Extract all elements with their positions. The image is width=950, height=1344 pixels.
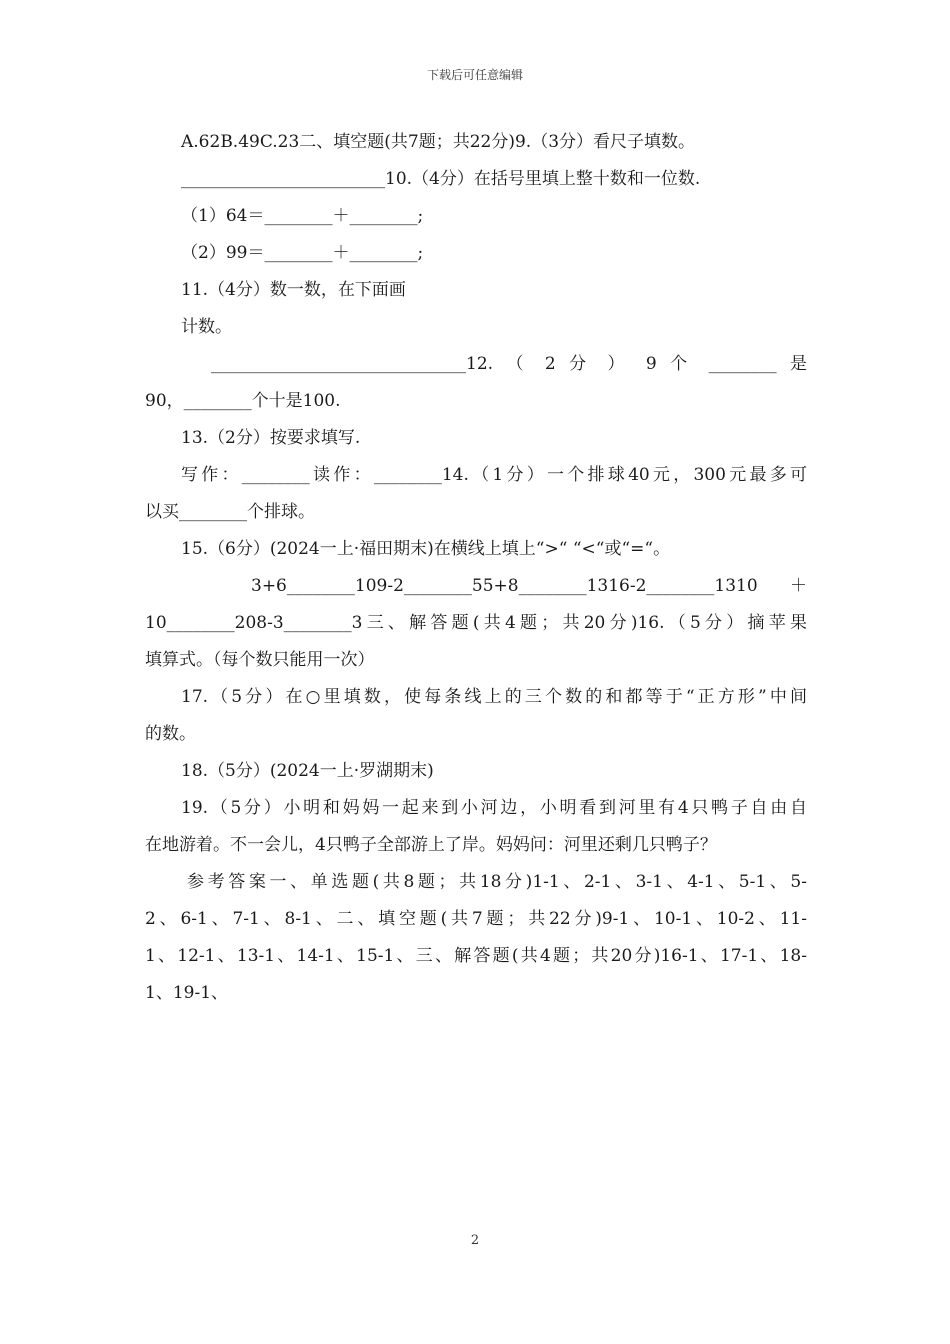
text-line: 10________208-3________3三、解答题(共4题；共20分)16.（5分）摘苹果 — [145, 613, 807, 633]
text-line: 填算式。（每个数只能用一次） — [145, 650, 375, 670]
text-line: 参考答案一、单选题(共8题；共18分)1-1、2-1、3-1、4-1、5-1、5- — [187, 872, 807, 892]
page-header: 下载后可任意编辑 — [426, 68, 523, 82]
text-line: 写作：________读作：________14.（1分）一个排球40元，300元最多可 — [181, 465, 807, 485]
text-line: （2）99＝________＋________; — [181, 243, 424, 263]
text-line: 计数。 — [181, 317, 232, 337]
text-line: 2、6-1、7-1、8-1、二、填空题(共7题；共22分)9-1、10-1、10-2、11- — [145, 909, 807, 929]
text-line: ______________________________12. （ 2 分 ） 9 个 ________ 是 — [211, 354, 807, 374]
text-line: 90，________个十是100. — [145, 391, 341, 411]
text-line: 15.（6分）(2024一上·福田期末)在横线上填上“>“ “<“或“=“。 — [181, 539, 671, 559]
text-line: ________________________10.（4分）在括号里填上整十数和一位数. — [181, 169, 701, 189]
document-body — [145, 124, 807, 1012]
text-line: 1、19-1、 — [145, 983, 229, 1003]
text-line: （1）64＝________＋________; — [181, 206, 424, 226]
text-line: A.62B.49C.23二、填空题(共7题；共22分)9.（3分）看尺子填数。 — [181, 132, 696, 152]
text-line: 的数。 — [145, 724, 196, 744]
text-line: 1、12-1、13-1、14-1、15-1、三、解答题(共4题；共20分)16-1、17-1、18- — [145, 946, 807, 966]
text-line: 在地游着。不一会儿，4只鸭子全部游上了岸。妈妈问：河里还剩几只鸭子？ — [145, 835, 717, 855]
text-line: 11.（4分）数一数，在下面画 — [181, 280, 406, 300]
page-number: 2 — [470, 1233, 480, 1248]
text-line: 17.（5分）在○里填数，使每条线上的三个数的和都等于“正方形”中间 — [181, 687, 807, 707]
text-line: 19.（5分）小明和妈妈一起来到小河边，小明看到河里有4只鸭子自由自 — [181, 798, 807, 818]
text-line: 以买________个排球。 — [145, 502, 315, 522]
text-line: 3+6________109-2________55+8________1316-2________1310 ＋ — [251, 576, 807, 596]
text-line: 18.（5分）(2024一上·罗湖期末) — [181, 761, 434, 781]
text-line: 13.（2分）按要求填写. — [181, 428, 361, 448]
